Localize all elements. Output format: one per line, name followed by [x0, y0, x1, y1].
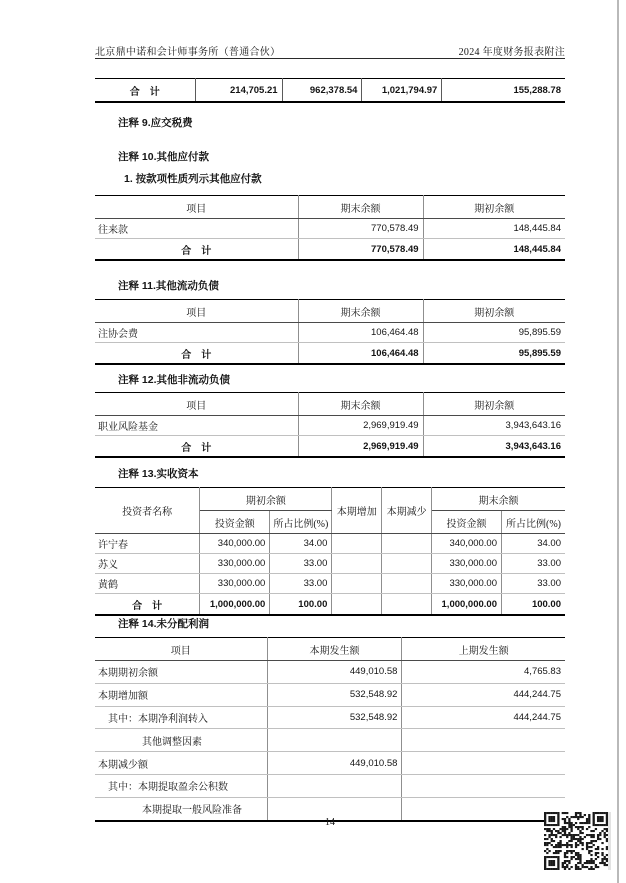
current-value [267, 729, 402, 752]
item-label: 注协会费 [95, 323, 298, 343]
column-header: 投资金额 [200, 511, 270, 534]
header-row [95, 638, 565, 661]
item-label: 往来款 [95, 219, 298, 239]
item-value: 770,578.49 [298, 219, 423, 239]
total-value: 1,021,794.97 [362, 79, 442, 103]
item-value: 148,445.84 [423, 219, 565, 239]
header-row [95, 300, 565, 323]
cell-value: 340,000.00 [431, 534, 501, 554]
cell-value [382, 534, 432, 554]
cell-value: 33.00 [502, 554, 566, 574]
total-value: 770,578.49 [298, 239, 423, 261]
table-row [95, 752, 565, 775]
total-value: 100.00 [270, 594, 332, 616]
total-label: 合 计 [95, 79, 195, 103]
table-row [95, 323, 565, 343]
page-edge-shadow [617, 0, 619, 883]
cell-value: 33.00 [270, 554, 332, 574]
total-label: 合 计 [95, 239, 298, 261]
total-value [382, 594, 432, 616]
qr-code [544, 812, 611, 870]
cell-value: 33.00 [502, 574, 566, 594]
column-header: 项目 [95, 393, 298, 416]
total-row [95, 79, 565, 103]
page-number: 14 [325, 817, 335, 828]
item-label: 本期减少额 [95, 752, 267, 775]
column-header: 项目 [95, 300, 298, 323]
cell-value [382, 554, 432, 574]
note11-table [95, 299, 565, 365]
header-row [95, 196, 565, 219]
carryover-total-table [95, 78, 565, 103]
column-header: 期末余额 [431, 488, 565, 511]
total-value: 962,378.54 [282, 79, 362, 103]
column-header: 期末余额 [298, 393, 423, 416]
item-label: 职业风险基金 [95, 416, 298, 436]
cell-value: 33.00 [270, 574, 332, 594]
prior-value: 444,244.75 [402, 683, 565, 706]
total-value: 148,445.84 [513, 243, 561, 255]
total-row [95, 594, 565, 616]
table-row [95, 534, 565, 554]
total-row [95, 436, 565, 458]
note14-table [95, 637, 565, 822]
total-label: 合 计 [95, 343, 298, 365]
column-header: 本期增加 [332, 488, 382, 534]
current-value [267, 774, 402, 797]
cell-value [332, 554, 382, 574]
column-header: 本期减少 [382, 488, 432, 534]
total-value: 100.00 [531, 598, 561, 610]
cell-value: 34.00 [502, 534, 566, 554]
column-header: 项目 [95, 638, 267, 661]
prior-value [402, 752, 565, 775]
total-row [95, 239, 565, 261]
column-header: 期初余额 [423, 196, 565, 219]
item-label: 其他调整因素 [95, 729, 267, 752]
header-report-title: 2024 年度财务报表附注 [458, 47, 565, 58]
column-header: 投资者名称 [95, 488, 200, 534]
prior-value: 4,765.83 [402, 661, 565, 684]
column-header: 期初余额 [423, 393, 565, 416]
note12-heading: 注释 12.其他非流动负债 [118, 374, 231, 386]
total-value: 1,000,000.00 [431, 594, 501, 616]
note14-heading: 注释 14.未分配利润 [118, 618, 210, 630]
cell-value: 330,000.00 [200, 574, 270, 594]
total-value [332, 594, 382, 616]
total-label: 合 计 [95, 436, 298, 458]
note13-table [95, 487, 565, 616]
item-label: 其中：本期提取盈余公积数 [95, 774, 267, 797]
note12-table [95, 392, 565, 458]
header-rule [95, 58, 565, 59]
column-header: 本期发生额 [267, 638, 402, 661]
total-value: 3,943,643.16 [505, 440, 561, 452]
item-value: 3,943,643.16 [423, 416, 565, 436]
header-row [95, 393, 565, 416]
item-value: 95,895.59 [423, 323, 565, 343]
prior-value [402, 729, 565, 752]
investor-name: 黄鹤 [95, 574, 200, 594]
note10-table [95, 195, 565, 261]
note13-heading: 注释 13.实收资本 [118, 468, 199, 480]
column-header: 期末余额 [298, 300, 423, 323]
total-value: 155,288.78 [513, 84, 561, 96]
item-label: 本期增加额 [95, 683, 267, 706]
table-row [95, 774, 565, 797]
item-label: 本期提取一般风险准备 [95, 797, 267, 820]
note10-subheading: 1. 按款项性质列示其他应付款 [124, 173, 262, 185]
table-row [95, 729, 565, 752]
cell-value: 330,000.00 [200, 554, 270, 574]
total-label: 合 计 [95, 594, 200, 616]
table-row [95, 706, 565, 729]
table-row [95, 683, 565, 706]
total-row [95, 343, 565, 365]
item-value: 106,464.48 [298, 323, 423, 343]
cell-value: 330,000.00 [431, 574, 501, 594]
item-label: 其中：本期净利润转入 [95, 706, 267, 729]
table-row [95, 574, 565, 594]
cell-value [332, 534, 382, 554]
header-firm-name: 北京鼎中诺和会计师事务所（普通合伙） [95, 47, 281, 58]
note10-heading: 注释 10.其他应付款 [118, 151, 210, 163]
current-value: 532,548.92 [267, 706, 402, 729]
total-value: 106,464.48 [298, 343, 423, 365]
column-header: 项目 [95, 196, 298, 219]
current-value: 449,010.58 [267, 661, 402, 684]
column-header: 期初余额 [200, 488, 332, 511]
table-row [95, 554, 565, 574]
note11-heading: 注释 11.其他流动负债 [118, 280, 219, 292]
column-header: 期初余额 [423, 300, 565, 323]
item-label: 本期期初余额 [95, 661, 267, 684]
total-value: 95,895.59 [518, 347, 561, 359]
cell-value: 340,000.00 [200, 534, 270, 554]
column-header: 所占比例(%) [502, 511, 566, 534]
investor-name: 苏义 [95, 554, 200, 574]
column-header: 上期发生额 [402, 638, 565, 661]
cell-value: 330,000.00 [431, 554, 501, 574]
table-row [95, 416, 565, 436]
header-row [95, 488, 565, 511]
cell-value [382, 574, 432, 594]
total-value: 1,000,000.00 [200, 594, 270, 616]
column-header: 投资金额 [431, 511, 501, 534]
total-value: 2,969,919.49 [298, 436, 423, 458]
prior-value [402, 774, 565, 797]
table-row [95, 661, 565, 684]
table-row [95, 219, 565, 239]
cell-value: 34.00 [270, 534, 332, 554]
total-value: 214,705.21 [195, 79, 282, 103]
item-value: 2,969,919.49 [298, 416, 423, 436]
prior-value: 444,244.75 [402, 706, 565, 729]
current-value: 532,548.92 [267, 683, 402, 706]
column-header: 所占比例(%) [270, 511, 332, 534]
current-value: 449,010.58 [267, 752, 402, 775]
cell-value [332, 574, 382, 594]
column-header: 期末余额 [298, 196, 423, 219]
page-header [95, 43, 565, 58]
note9-heading: 注释 9.应交税费 [118, 117, 193, 129]
investor-name: 许宁春 [95, 534, 200, 554]
